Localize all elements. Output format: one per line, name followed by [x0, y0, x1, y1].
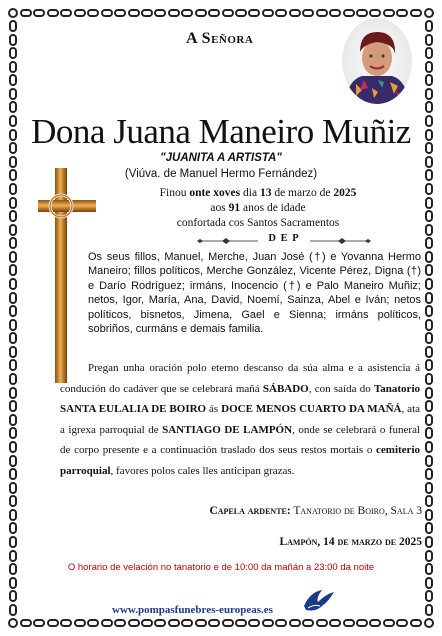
- chain-link: [47, 619, 59, 627]
- chain-link: [154, 9, 166, 17]
- chain-link: [425, 237, 433, 249]
- chain-link: [9, 468, 17, 480]
- chain-link: [425, 482, 433, 494]
- chain-link: [208, 619, 220, 627]
- chain-link: [425, 455, 433, 467]
- chain-link: [425, 387, 433, 399]
- chain-link: [9, 251, 17, 263]
- rip-ornament: [196, 233, 372, 249]
- chain-link: [356, 9, 368, 17]
- deceased-nickname: "JUANITA A ARTISTA": [160, 152, 282, 164]
- chain-link: [275, 9, 287, 17]
- website-link[interactable]: www.pompasfunebres-europeas.es: [112, 604, 273, 616]
- chain-link: [60, 619, 72, 627]
- chain-link: [9, 400, 17, 412]
- chain-link: [410, 9, 422, 17]
- chain-link: [396, 9, 408, 17]
- velation-notice: O horario de velación no tanatorio e de 10:00 da mañán a 23:00 da noite: [67, 562, 375, 573]
- border-bottom: [20, 618, 422, 628]
- deceased-name: Dona Juana Maneiro Muñiz: [31, 112, 411, 151]
- chain-link: [9, 278, 17, 290]
- chain-link: [9, 237, 17, 249]
- chain-link: [195, 9, 207, 17]
- chain-link: [101, 9, 113, 17]
- chain-link: [9, 183, 17, 195]
- chain-link: [425, 359, 433, 371]
- chain-link: [9, 210, 17, 222]
- chain-link: [425, 495, 433, 507]
- chain-link: [9, 495, 17, 507]
- chain-link: [235, 9, 247, 17]
- chain-link: [9, 292, 17, 304]
- chain-link: [425, 522, 433, 534]
- chain-link: [9, 224, 17, 236]
- chain-link: [425, 47, 433, 59]
- chain-link: [9, 604, 17, 616]
- chain-link: [425, 305, 433, 317]
- chain-link: [425, 604, 433, 616]
- chain-link: [425, 536, 433, 548]
- chain-link: [9, 359, 17, 371]
- rip-label: D E P: [268, 233, 300, 244]
- greeting: A Señora: [186, 30, 254, 47]
- chain-link: [383, 619, 395, 627]
- chain-link: [9, 319, 17, 331]
- chain-link: [9, 427, 17, 439]
- border-corner: [6, 616, 20, 630]
- chain-link: [9, 441, 17, 453]
- chain-link: [410, 619, 422, 627]
- chain-link: [9, 264, 17, 276]
- death-line-2: aos 91 anos de idade: [210, 202, 306, 214]
- chain-link: [275, 619, 287, 627]
- chain-link: [316, 9, 328, 17]
- chain-link: [222, 619, 234, 627]
- chain-link: [222, 9, 234, 17]
- chain-link: [181, 619, 193, 627]
- chain-link: [343, 9, 355, 17]
- chain-link: [356, 619, 368, 627]
- chain-link: [114, 9, 126, 17]
- chain-link: [425, 292, 433, 304]
- chain-link: [74, 9, 86, 17]
- chain-link: [195, 619, 207, 627]
- chain-link: [262, 619, 274, 627]
- chain-link: [289, 619, 301, 627]
- border-right: [424, 20, 434, 616]
- chain-link: [33, 9, 45, 17]
- chain-link: [128, 9, 140, 17]
- chain-link: [9, 577, 17, 589]
- chain-link: [425, 278, 433, 290]
- border-left: [8, 20, 18, 616]
- chain-link: [302, 9, 314, 17]
- chain-link: [9, 197, 17, 209]
- chain-link: [9, 509, 17, 521]
- chain-link: [9, 74, 17, 86]
- border-corner: [422, 616, 436, 630]
- chain-link: [289, 9, 301, 17]
- chain-link: [316, 619, 328, 627]
- chain-link: [33, 619, 45, 627]
- border-corner: [6, 6, 20, 20]
- chain-link: [9, 332, 17, 344]
- chain-link: [141, 9, 153, 17]
- chain-link: [248, 9, 260, 17]
- chain-link: [208, 9, 220, 17]
- chain-link: [425, 224, 433, 236]
- prayer-paragraph: Pregan unha oración polo eterno descanso da súa alma e a asistencia á condución do cadáver que se celebrará mañá SÁBADO, con saída do Tanatorio SANTA EULALIA DE BOIRO ás DOCE MENOS CUARTO DA MAÑÁ, ata a igrexa parroquial de SANTIAGO DE LAMPÓN, onde se celebrará o funeral de corpo presente e a continuación traslado dos seus restos mortais o cemiterio parroquial, favores polos cales lles anticipan grazas.: [60, 362, 421, 477]
- chain-link: [425, 509, 433, 521]
- chain-link: [154, 619, 166, 627]
- chain-link: [60, 9, 72, 17]
- chain-link: [369, 9, 381, 17]
- death-details: [118, 186, 398, 231]
- chain-link: [425, 332, 433, 344]
- chain-link: [87, 619, 99, 627]
- chain-link: [343, 619, 355, 627]
- chain-link: [9, 34, 17, 46]
- chain-link: [114, 619, 126, 627]
- chain-link: [9, 536, 17, 548]
- chain-link: [425, 319, 433, 331]
- widow-note: (Viúva. de Manuel Hermo Fernández): [124, 168, 318, 180]
- chain-link: [248, 619, 260, 627]
- date-line: Lampón, 14 de marzo de 2025: [279, 536, 422, 548]
- family-list: Os seus fillos, Manuel, Merche, Juan José (†) e Yovanna Hermo Maneiro; fillos políticos, Merche González, Vicente Pérez, Digna (†) e Darío Rodríguez; irmáns, Inocencio (†) e Palo Maneiro Muñiz; netos, Igor, María, Ana, David, Noemí, Sainza, Abel e Iván; netos políticos, bisnetos, Jimena, Gael e Sienna; irmáns políticos, sobriños, curmáns e demais familia.: [88, 251, 421, 336]
- chain-link: [87, 9, 99, 17]
- chain-link: [329, 619, 341, 627]
- chain-link: [425, 20, 433, 32]
- chain-link: [9, 387, 17, 399]
- death-line-3: confortada cos Santos Sacramentos: [176, 217, 340, 229]
- chain-link: [9, 522, 17, 534]
- chain-link: [329, 9, 341, 17]
- chain-link: [9, 550, 17, 562]
- chain-link: [425, 88, 433, 100]
- chain-link: [9, 590, 17, 602]
- chain-link: [20, 619, 32, 627]
- border-corner: [422, 6, 436, 20]
- chain-link: [9, 305, 17, 317]
- dove-icon: [300, 586, 336, 616]
- chain-link: [235, 619, 247, 627]
- chain-link: [425, 468, 433, 480]
- death-line-1: Finou onte xoves dia 13 de marzo de 2025: [159, 187, 357, 199]
- chain-link: [101, 619, 113, 627]
- chain-link: [20, 9, 32, 17]
- chain-link: [383, 9, 395, 17]
- chain-link: [425, 34, 433, 46]
- chain-link: [425, 264, 433, 276]
- chain-link: [425, 414, 433, 426]
- chain-link: [262, 9, 274, 17]
- chain-link: [9, 61, 17, 73]
- chain-link: [47, 9, 59, 17]
- chain-link: [74, 619, 86, 627]
- chain-link: [369, 619, 381, 627]
- border-top: [20, 8, 422, 18]
- chain-link: [425, 74, 433, 86]
- chain-link: [425, 590, 433, 602]
- chain-link: [9, 20, 17, 32]
- chain-link: [425, 346, 433, 358]
- chain-link: [425, 210, 433, 222]
- chain-link: [168, 619, 180, 627]
- chapel-line: Capela ardente: Tanatorio de Boiro, Sala 3: [209, 505, 422, 517]
- chain-link: [425, 577, 433, 589]
- chain-link: [168, 9, 180, 17]
- chain-link: [302, 619, 314, 627]
- chain-link: [9, 482, 17, 494]
- chain-link: [141, 619, 153, 627]
- chain-link: [425, 183, 433, 195]
- chain-link: [396, 619, 408, 627]
- chain-link: [425, 441, 433, 453]
- chain-link: [425, 251, 433, 263]
- chain-link: [9, 373, 17, 385]
- chain-link: [9, 88, 17, 100]
- chain-link: [425, 400, 433, 412]
- chain-link: [9, 47, 17, 59]
- chain-link: [425, 61, 433, 73]
- chain-link: [425, 197, 433, 209]
- chain-link: [9, 346, 17, 358]
- chain-link: [128, 619, 140, 627]
- chain-link: [181, 9, 193, 17]
- chain-link: [9, 455, 17, 467]
- chain-link: [9, 414, 17, 426]
- chain-link: [425, 373, 433, 385]
- portrait-photo: [342, 18, 412, 104]
- chain-link: [425, 427, 433, 439]
- chain-link: [425, 550, 433, 562]
